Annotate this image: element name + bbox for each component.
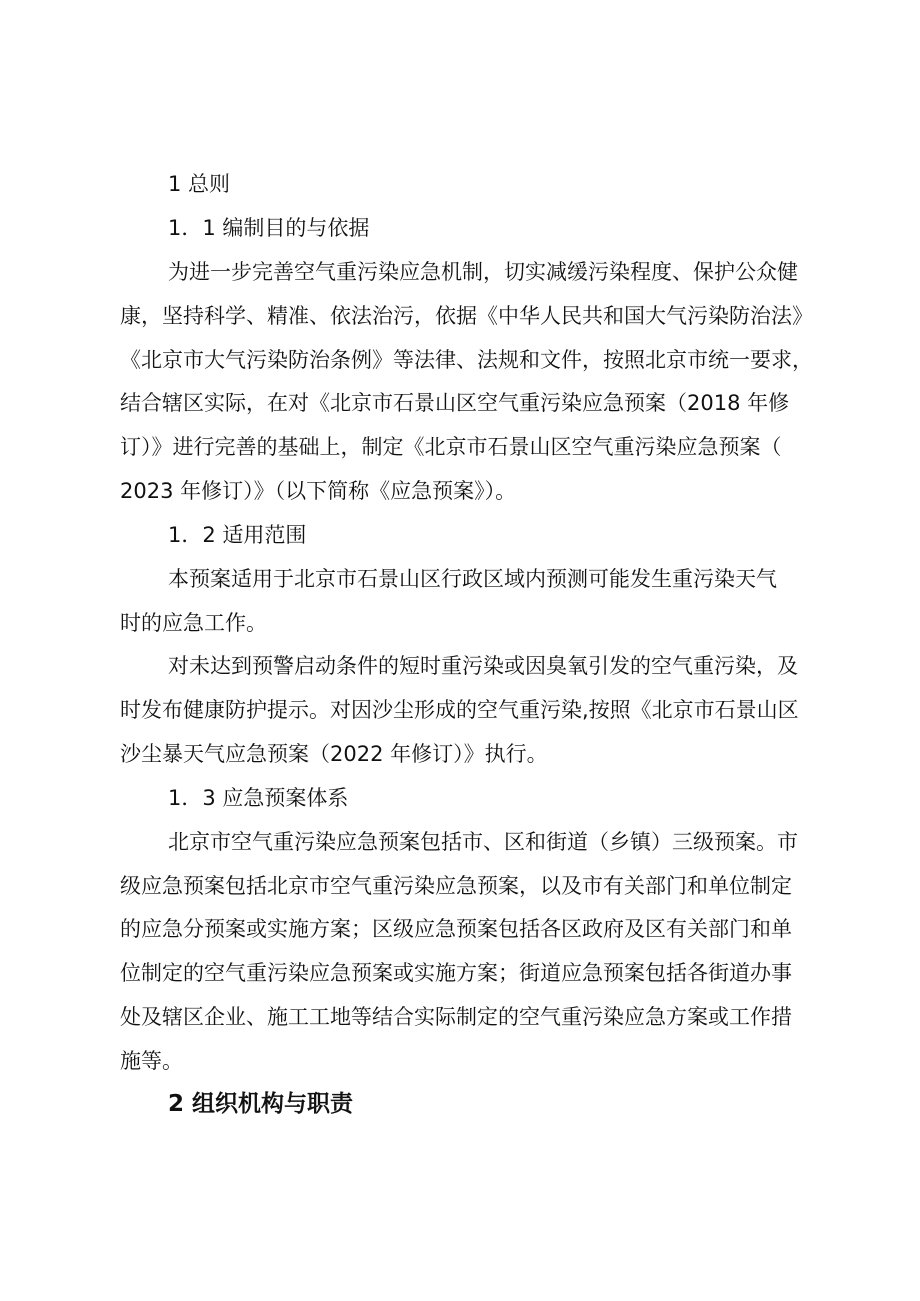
paragraph-line: 结合辖区实际，在对《北京市石景山区空气重污染应急预案（2018 年修: [120, 391, 790, 415]
paragraph-line: 级应急预案包括北京市空气重污染应急预案，以及市有关部门和单位制定: [120, 874, 792, 898]
paragraph-line: 本预案适用于北京市石景山区行政区域内预测可能发生重污染天气: [168, 567, 777, 591]
section-heading-1: 1 总则: [168, 172, 231, 196]
paragraph-line: 2023 年修订）》（以下简称《应急预案》）。: [120, 479, 517, 503]
paragraph-line: 位制定的空气重污染应急预案或实施方案；街道应急预案包括各街道办事: [120, 961, 792, 985]
section-heading-1-3: 1．3 应急预案体系: [168, 786, 349, 810]
paragraph-line: 施等。: [120, 1049, 183, 1073]
section-heading-1-2: 1．2 适用范围: [168, 523, 307, 547]
paragraph-line: 时的应急工作。: [120, 611, 267, 635]
paragraph-line: 《北京市大气污染防治条例》等法律、法规和文件，按照北京市统一要求，: [120, 348, 813, 372]
section-heading-2: 2 组织机构与职责: [168, 1091, 354, 1117]
section-heading-1-1: 1．1 编制目的与依据: [168, 216, 370, 240]
paragraph-line: 订）》进行完善的基础上，制定《北京市石景山区空气重污染应急预案（: [120, 435, 782, 459]
paragraph-line: 沙尘暴天气应急预案（2022 年修订）》执行。: [120, 742, 548, 766]
paragraph-line: 北京市空气重污染应急预案包括市、区和街道（乡镇）三级预案。市: [168, 830, 798, 854]
paragraph-line: 处及辖区企业、施工工地等结合实际制定的空气重污染应急方案或工作措: [120, 1005, 792, 1029]
paragraph-line: 的应急分预案或实施方案；区级应急预案包括各区政府及区有关部门和单: [120, 917, 792, 941]
paragraph-line: 时发布健康防护提示。对因沙尘形成的空气重污染,按照《北京市石景山区: [120, 698, 799, 722]
paragraph-line: 为进一步完善空气重污染应急机制，切实减缓污染程度、保护公众健: [168, 260, 798, 284]
paragraph-line: 康，坚持科学、精准、依法治污，依据《中华人民共和国大气污染防治法》: [120, 304, 813, 328]
paragraph-line: 对未达到预警启动条件的短时重污染或因臭氧引发的空气重污染，及: [168, 654, 798, 678]
